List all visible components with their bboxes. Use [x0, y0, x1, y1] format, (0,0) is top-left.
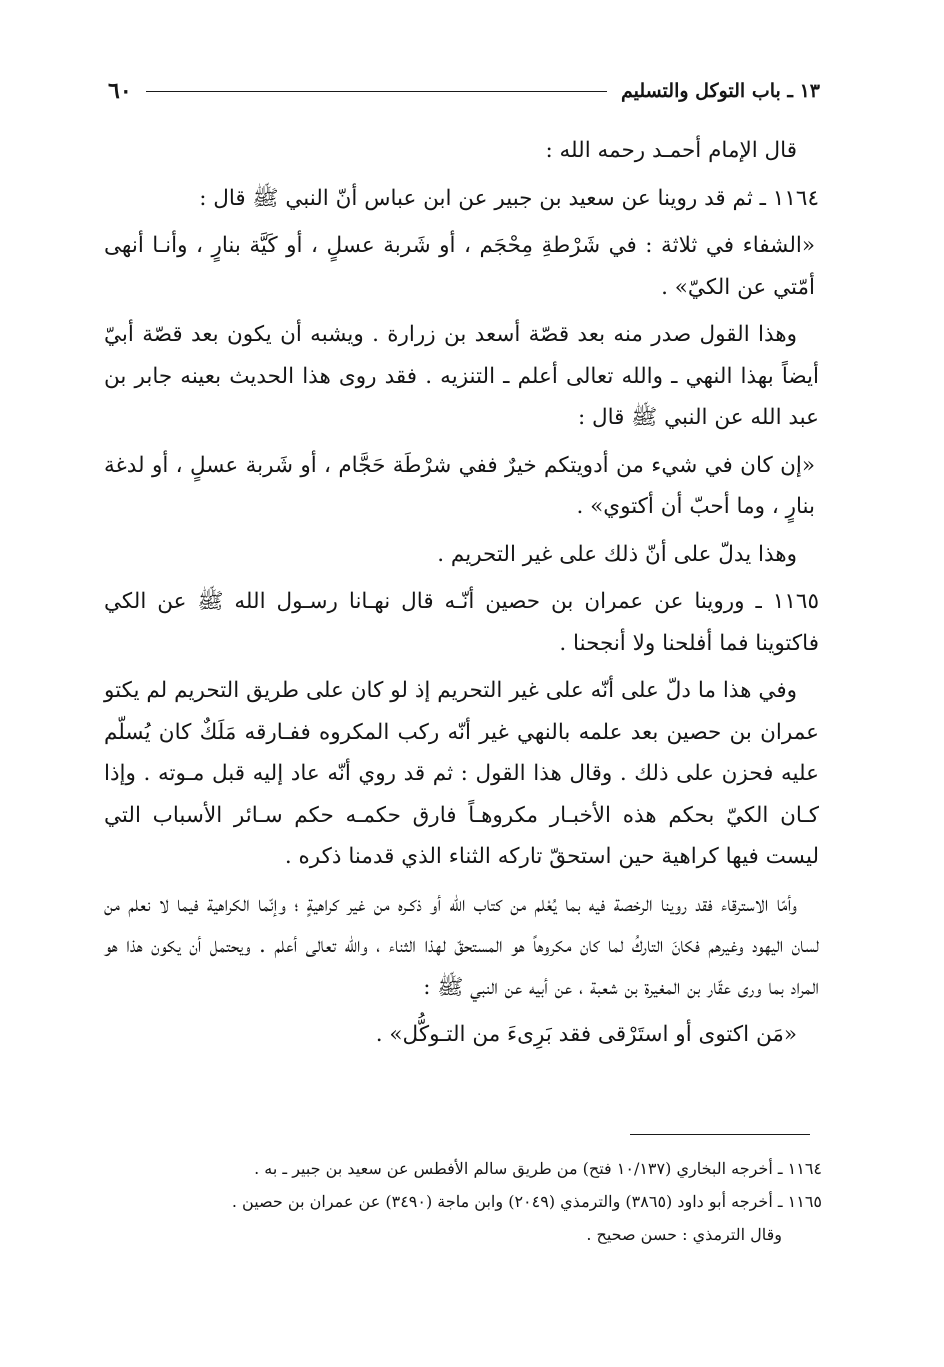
- hadith-1164-isnad: ١١٦٤ ـ ثم قد روينا عن سعيد بن جبير عن ابن عباس أنّ النبي ﷺ قال :: [199, 185, 819, 211]
- footnote-1164: ١١٦٤ ـ أخرجه البخاري (١٠/١٣٧ فتح) من طريق سالم الأفطس عن سعيد بن جبير ـ به .: [254, 1159, 822, 1178]
- paragraph-intro: قال الإمام أحمـد رحمه الله :: [545, 138, 797, 163]
- main-text: [104, 130, 819, 1062]
- hadith-jabir-quote: «إن كان في شيء من أدويتكم خيرٌ ففي شرْطَة حَجَّام ، أو شَربة عسلٍ ، أو لدغة بنارٍ ، وما أحبّ أن أكتوي» .: [104, 452, 815, 519]
- chapter-title: ١٣ ـ باب التوكل والتسليم: [620, 80, 820, 102]
- footnote-rule: [630, 1134, 810, 1135]
- paragraph-commentary-3: وأمّا الاسترقاء فقد روينا الرخصة فيه بما يُعْلم من كتاب الله أو ذكـره من غير كراهيةٍ ؛ وإنّما الكراهية فيما لا نعلم من لسان اليهود وغيرهم فكانَ التاركُ لما كان مكروهاً هو المستحقّ لهذا الثناء ، والله تعالى أعلم . ويحتمل أن يكون هذا هو المراد بما ورى عقّار بن المغيرة بن شعبة ، عن أبيه عن النبي ﷺ :: [104, 891, 819, 1000]
- hadith-1164-quote: «الشفاء في ثلاثة : في شَرْطةِ مِحْجَم ، أو شَربة عسلٍ ، أو كَيَّة بنارٍ ، وأنـا أنهى أمّتي عن الكيّ» .: [104, 233, 815, 300]
- paragraph-commentary-2: وفي هذا ما دلّ على أنّه على غير التحريم إذ لو كان على طريق التحريم لم يكتو عمران بن حصين بعد علمه بالنهي غير أنّه ركب المكروه ففـارقه مَلَكٌ كان يُسلّم عليه فحزن على ذلك . وقال هذا القول : ثم قد روي أنّه عاد إليه قبل مـوته . وإذا كـان الكيّ بحكم هذه الأخبـار مكروهـاً فارق حكمـه حكم سـائر الأسباب التي ليست فيها كراهية حين استحقّ تاركه الثناء الذي قدمنا ذكره .: [104, 678, 819, 869]
- running-header: [108, 76, 820, 106]
- header-rule: [146, 91, 607, 92]
- paragraph-conclusion-1: وهذا يدلّ على أنّ ذلك على غير التحريم .: [437, 541, 797, 567]
- footnotes: [100, 1152, 822, 1251]
- hadith-1165: ١١٦٥ ـ وروينا عن عمران بن حصين أنّـه قال نهـانا رسـول الله ﷺ عن الكي فاكتوينا فما أفلحنا ولا أنجحنا .: [104, 589, 819, 656]
- footnote-1165: ١١٦٥ ـ أخرجه أبو داود (٣٨٦٥) والترمذي (٢٠٤٩) وابن ماجة (٣٤٩٠) عن عمران بن حصين .: [231, 1192, 822, 1211]
- paragraph-commentary-1: وهذا القول صدر منه بعد قصّة أسعد بن زرارة . ويشبه أن يكون بعد قصّة أبيّ أيضاً بهذا النهي ـ والله تعالى أعلم ـ التنزيه . فقد روى هذا الحديث بعينه جابر بن عبد الله عن النبي ﷺ قال :: [104, 322, 819, 430]
- footnote-1165-continuation: وقال الترمذي : حسن صحيح .: [586, 1225, 782, 1244]
- hadith-final-quote: «مَن اكتوى أو استَرْقى فقد بَرِىءَ من التـوكُّل» .: [375, 1022, 797, 1047]
- page-number: ٦٠: [108, 78, 132, 104]
